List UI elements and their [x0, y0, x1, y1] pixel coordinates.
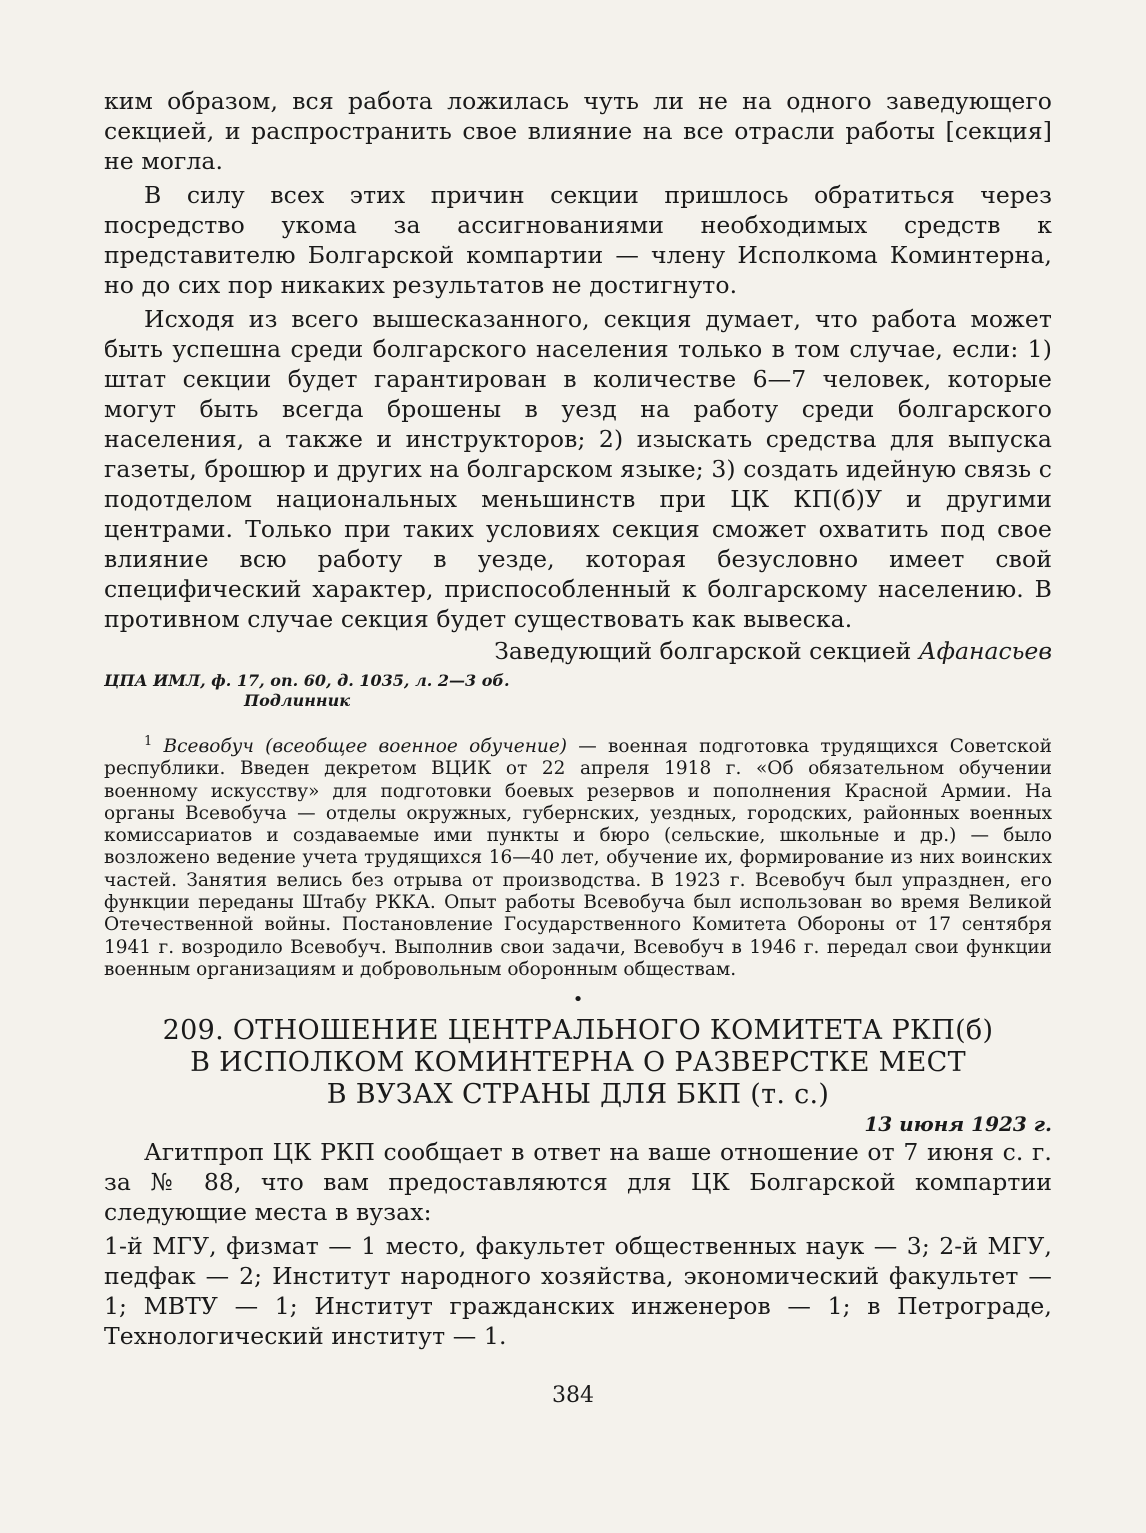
document-date: 13 июня 1923 г.	[864, 1112, 1052, 1137]
paragraph-places-list: 1-й МГУ, физмат — 1 место, факультет общественных наук — 3; 2-й МГУ, педфак — 2; Институт народного хозяйства, экономический факультет — 1; МВТУ — 1; Институт гражданских инженеров — 1; в Петрограде, Технологический институт — 1.	[104, 1232, 1052, 1351]
heading-line-1: 209. ОТНОШЕНИЕ ЦЕНТРАЛЬНОГО КОМИТЕТА РКП(б)	[162, 1015, 994, 1047]
signature-line	[104, 636, 1052, 666]
source-note: Подлинник	[244, 691, 351, 710]
footnote	[104, 733, 1052, 981]
heading-line-2: В ИСПОЛКОМ КОМИНТЕРНА О РАЗВЕРСТКЕ МЕСТ	[190, 1047, 966, 1079]
footnote-mark: 1	[144, 733, 153, 749]
signature-position: Заведующий болгарской секцией	[494, 637, 912, 665]
archive-source: ЦПА ИМЛ, ф. 17, оп. 60, д. 1035, л. 2—3 об.	[104, 671, 510, 690]
paragraph-agitprop: Агитпроп ЦК РКП сообщает в ответ на ваше отношение от 7 июня с. г. за № 88, что вам предоставляются для ЦК Болгарской компартии следующие места в вузах:	[104, 1138, 1052, 1227]
footnote-text: — военная подготовка трудящихся Советской республики. Введен декретом ВЦИК от 22 апреля 1918 г. «Об обязательном обучении военному искусству» для подготовки боевых резервов и пополнения Красной Армии. На органы Всевобуча — отделы окружных, губернских, уездных, городских, районных военных комиссариатов и создаваемые ими пункты и бюро (сельские, школьные и др.) — было возложено ведение учета трудящихся 16—40 лет, обучение их, формирование из них воинских частей. Занятия велись без отрыва от производства. В 1923 г. Всевобуч был упразднен, его функции переданы Штабу РККА. Опыт работы Всевобуча был использован во время Великой Отечественной войны. Постановление Государственного Комитета Обороны от 17 сентября 1941 г. возродило Всевобуч. Выполнив свои задачи, Всевобуч в 1946 г. передал свои функции военным организациям и добровольным оборонным обществам.	[104, 736, 1052, 980]
paragraph-funding: В силу всех этих причин секции пришлось обратиться через посредство укома за ассигнованиями необходимых средств к представителю Болгарской компартии — члену Исполкома Коминтерна, но до сих пор никаких результатов не достигнуто.	[104, 181, 1052, 299]
footnote-term: Всевобуч (всеобщее военное обучение)	[163, 736, 567, 757]
page-number: 384	[552, 1383, 594, 1408]
signature-name: Афанасьев	[918, 637, 1052, 665]
document-heading	[104, 1015, 1052, 1111]
book-page	[104, 86, 1052, 1351]
paragraph-continuation: ким образом, вся работа ложилась чуть ли не на одного заведующего секцией, и распространить свое влияние на все отрасли работы [секция] не могла.	[104, 87, 1052, 175]
paragraph-conclusion: Исходя из всего вышесказанного, секция думает, что работа может быть успешна среди болгарского населения только в том случае, если: 1) штат секции будет гарантирован в количестве 6—7 человек, которые могут быть всегда брошены в уезд на работу среди болгарского населения, а также и инструкторов; 2) изыскать средства для выпуска газеты, брошюр и других на болгарском языке; 3) создать идейную связь с подотделом национальных меньшинств при ЦК КП(б)У и другими центрами. Только при таких условиях секция сможет охватить под свое влияние всю работу в уезде, которая безусловно имеет свой специфический характер, приспособленный к болгарскому населению. В противном случае секция будет существовать как вывеска.	[104, 305, 1052, 633]
section-separator: •	[572, 989, 584, 1011]
heading-line-3: В ВУЗАХ СТРАНЫ ДЛЯ БКП (т. с.)	[326, 1079, 830, 1111]
